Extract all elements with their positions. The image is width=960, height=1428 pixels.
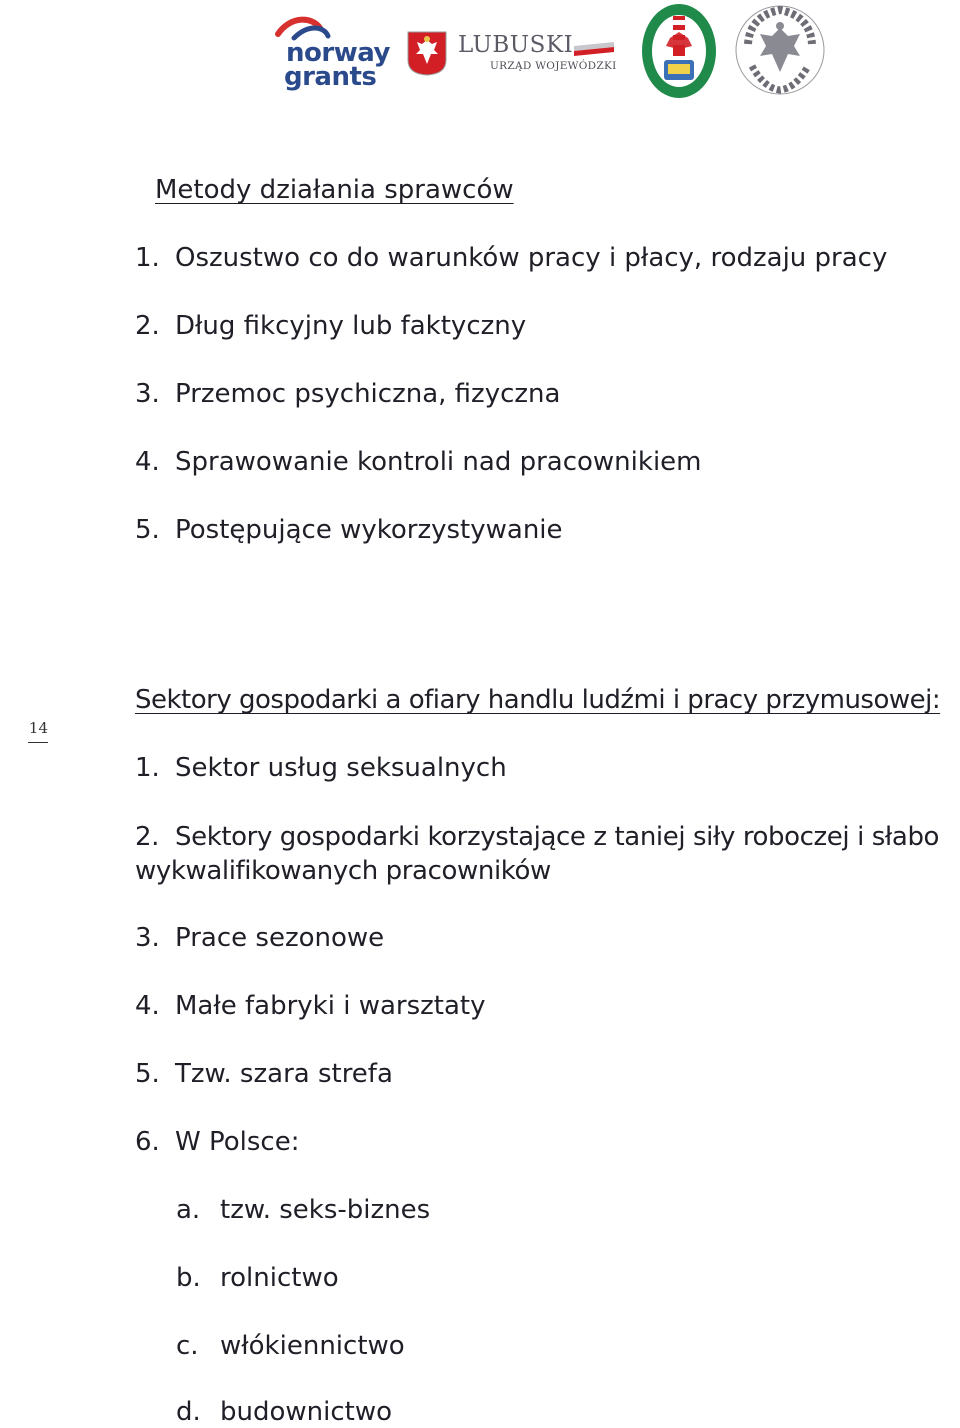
norway-grants-line2: grants — [284, 62, 377, 92]
list-item — [135, 242, 887, 274]
list-item-number: 5. — [135, 1059, 160, 1089]
list-item-text: Przemoc psychiczna, fizyczna — [175, 379, 561, 409]
sub-list-item — [176, 1330, 405, 1362]
border-guard-badge-icon — [640, 2, 718, 100]
list-item-text: Sprawowanie kontroli nad pracownikiem — [175, 447, 702, 477]
flag-ribbon-icon — [574, 42, 614, 56]
list-item-number: 2. — [135, 822, 160, 852]
university-of-warsaw-logo — [734, 0, 826, 100]
list-item — [135, 1058, 393, 1090]
list-item-text: Prace sezonowe — [175, 923, 385, 953]
lubuski-subtitle: URZĄD WOJEWÓDZKI — [490, 60, 617, 72]
list-item-number: 3. — [135, 379, 160, 409]
list-item-number: 1. — [135, 243, 160, 273]
lubuski-logo — [406, 30, 626, 78]
list-item-text: Sektor usług seksualnych — [175, 753, 507, 783]
list-item-text: W Polsce: — [175, 1127, 300, 1157]
list-item-text: Dług fikcyjny lub faktyczny — [175, 311, 527, 341]
sub-list-item-letter: d. — [176, 1397, 201, 1427]
list-item-text: Małe fabryki i warsztaty — [175, 991, 486, 1021]
section-heading-sectors: Sektory gospodarki a ofiary handlu ludźmi i pracy przymusowej: — [135, 685, 941, 715]
list-item — [135, 1126, 299, 1158]
sub-list-item — [176, 1396, 392, 1428]
page-number: 14 — [28, 720, 48, 743]
list-item — [135, 922, 384, 954]
list-item — [135, 446, 702, 478]
sub-list-item-letter: b. — [176, 1263, 201, 1293]
sub-list-item-text: tzw. seks-biznes — [220, 1195, 431, 1225]
sub-list-item-text: rolnictwo — [220, 1263, 339, 1293]
list-item — [135, 310, 526, 342]
logo-bar — [0, 0, 960, 110]
list-item — [135, 514, 563, 546]
list-item-text: Postępujące wykorzystywanie — [175, 515, 563, 545]
list-item-number: 1. — [135, 753, 160, 783]
list-item-number: 6. — [135, 1127, 160, 1157]
list-item-number: 4. — [135, 447, 160, 477]
norway-grants-line1: norway — [286, 38, 390, 68]
list-item-number: 2. — [135, 311, 160, 341]
norway-grants-logo — [268, 14, 388, 94]
list-item-number: 5. — [135, 515, 160, 545]
section-heading-methods: Metody działania sprawców — [155, 175, 514, 205]
polish-eagle-shield-icon — [406, 30, 448, 76]
list-item — [135, 378, 560, 410]
sub-list-item-text: włókiennictwo — [220, 1331, 405, 1361]
sub-list-item-letter: a. — [176, 1195, 201, 1225]
list-item-number: 3. — [135, 923, 160, 953]
list-item-text: Tzw. szara strefa — [175, 1059, 393, 1089]
sub-list-item — [176, 1262, 339, 1294]
list-item — [135, 752, 507, 784]
list-item — [135, 820, 960, 888]
list-item — [135, 990, 486, 1022]
university-eagle-seal-icon — [734, 0, 826, 100]
sub-list-item — [176, 1194, 430, 1226]
list-item-text: Sektory gospodarki korzystające z taniej siły roboczej i słabo wykwalifikowanych pracowników — [135, 822, 940, 886]
sub-list-item-text: budownictwo — [220, 1397, 393, 1427]
border-guard-emblem — [640, 2, 718, 100]
list-item-text: Oszustwo co do warunków pracy i płacy, rodzaju pracy — [175, 243, 888, 273]
list-item-number: 4. — [135, 991, 160, 1021]
lubuski-title: LUBUSKI — [458, 32, 574, 58]
sub-list-item-letter: c. — [176, 1331, 199, 1361]
